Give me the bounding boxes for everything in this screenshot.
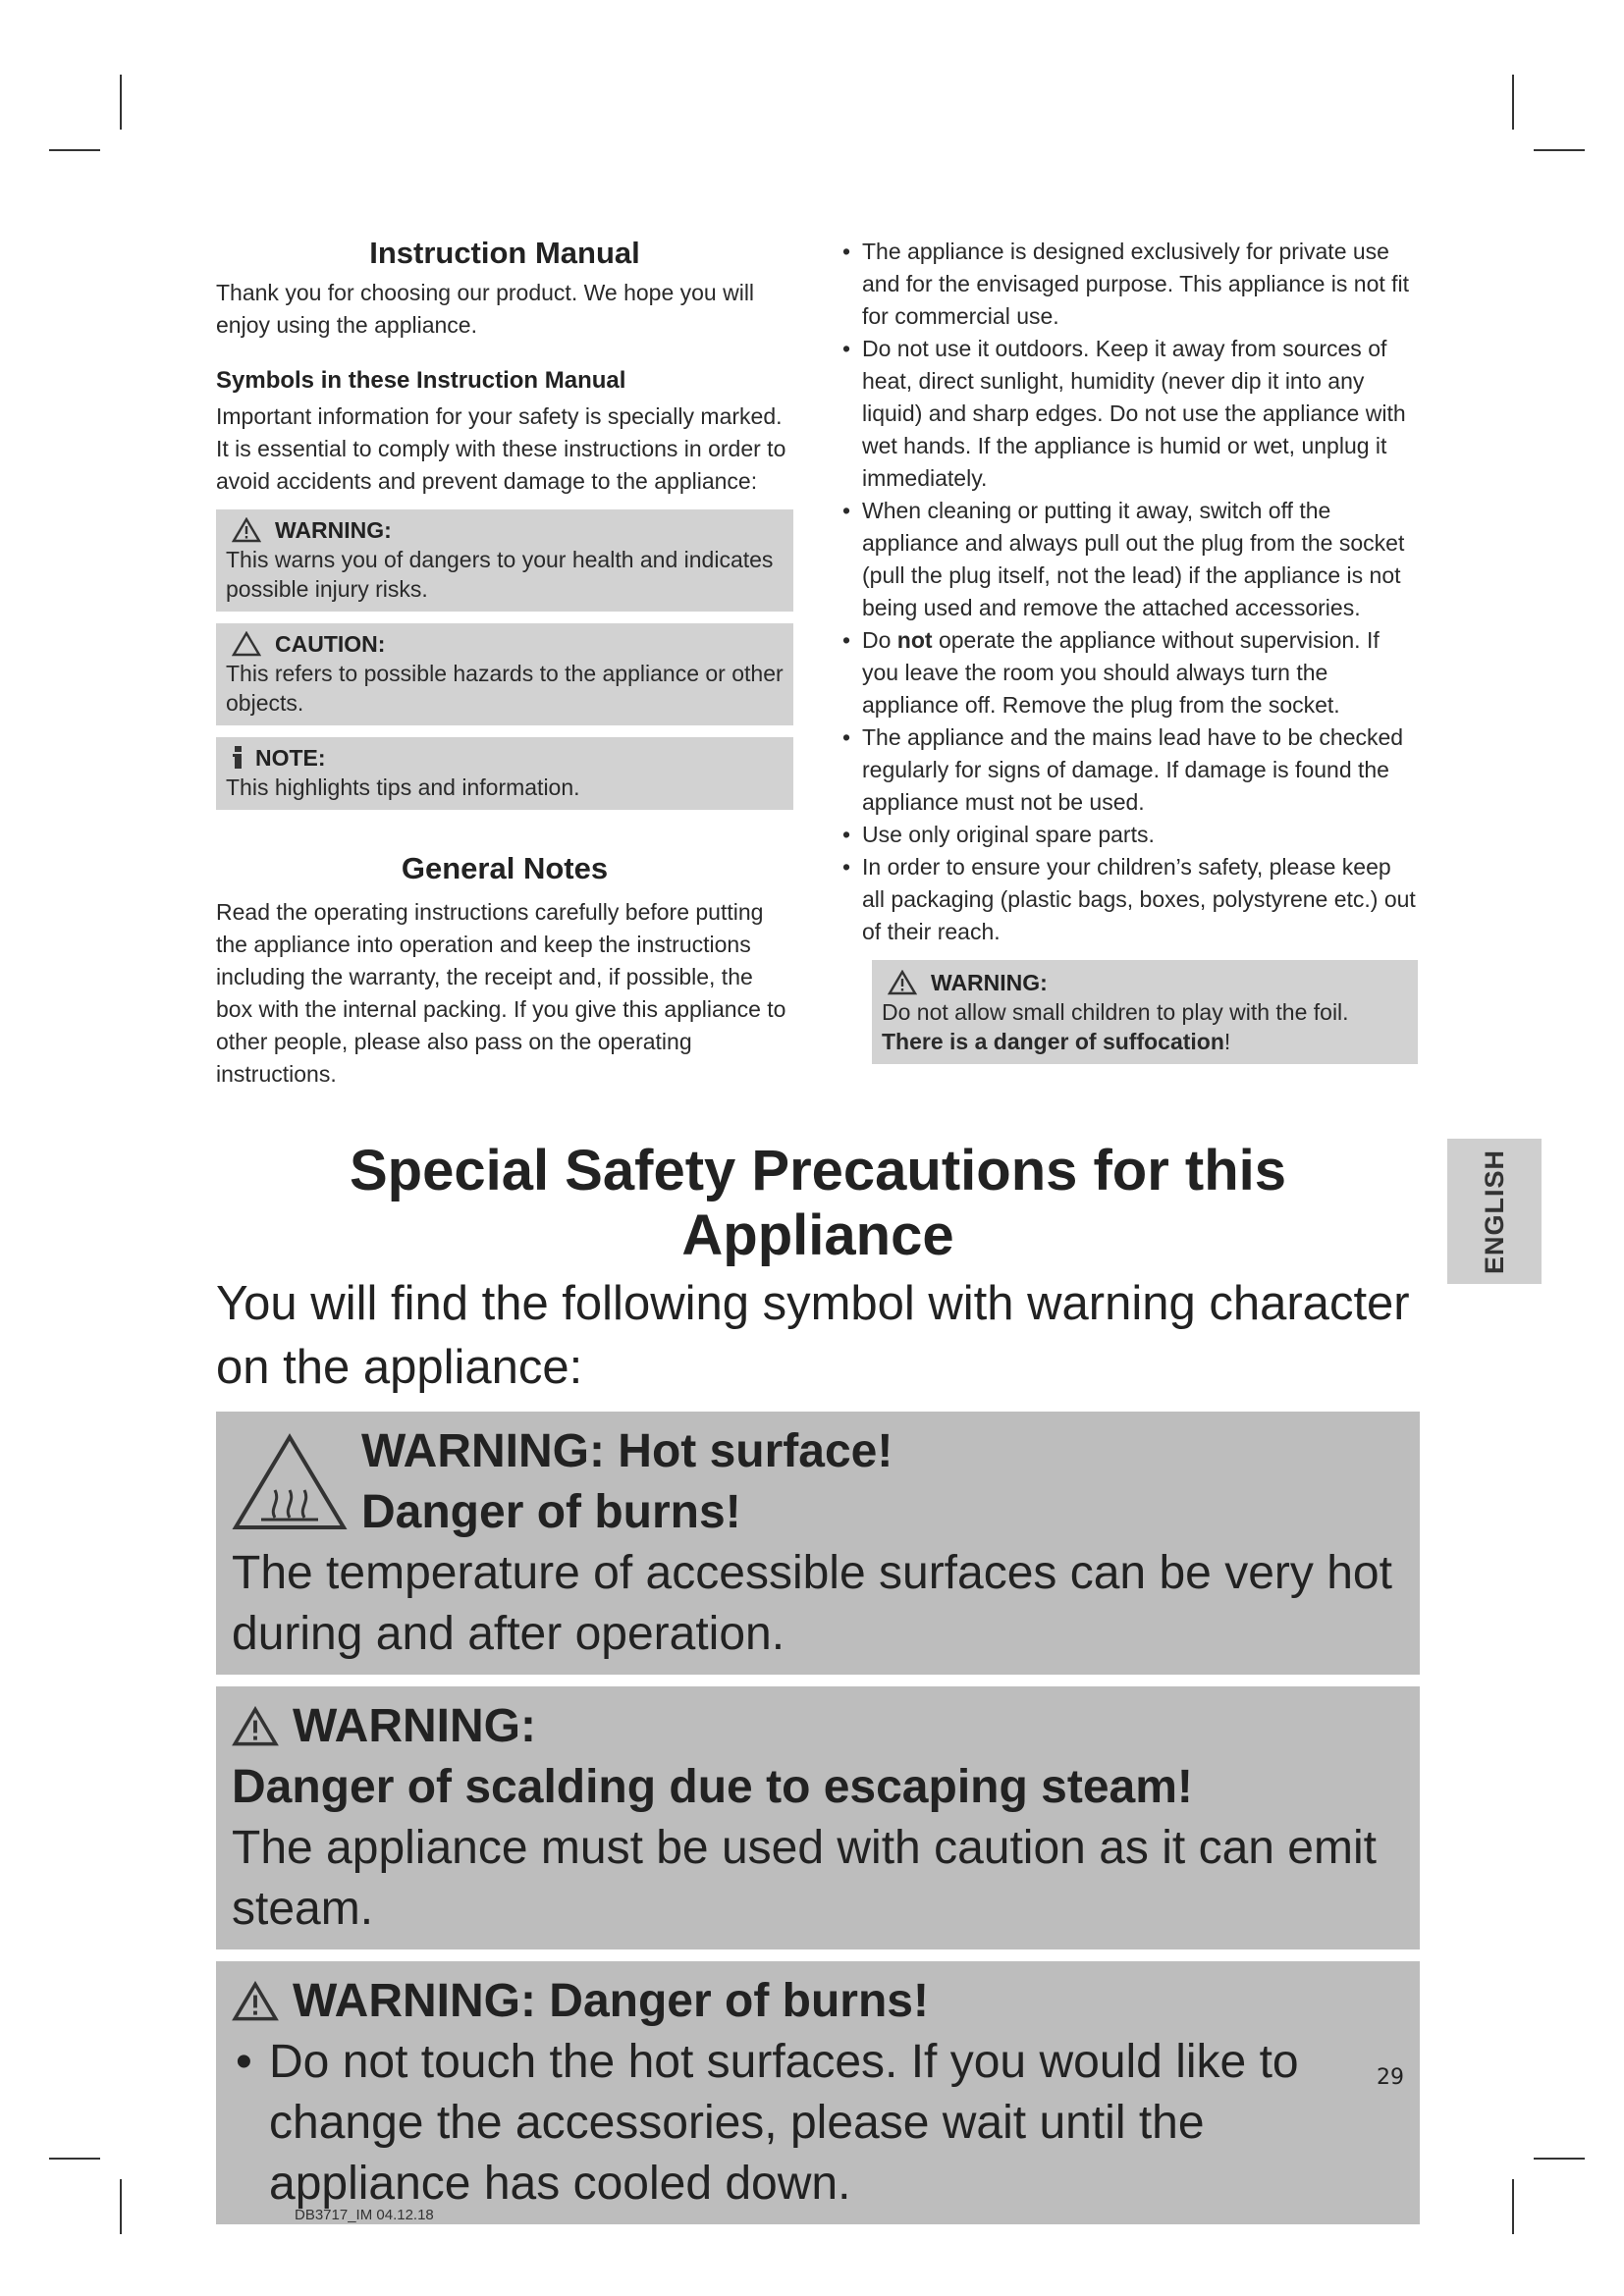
note-box xyxy=(216,737,793,810)
intro-text: Thank you for choosing our product. We hope you will enjoy using the appliance. xyxy=(216,280,755,338)
bullet4-bold: not xyxy=(896,627,933,653)
crop-mark xyxy=(1534,149,1585,151)
info-icon xyxy=(232,745,245,771)
list-item: • In order to ensure your children’s safety, please keep all packaging (plastic bags, boxes, polystyrene etc.) out of their reach. xyxy=(840,851,1420,948)
warning-triangle-icon xyxy=(232,1706,279,1747)
general-notes-title: General Notes xyxy=(401,851,609,885)
special-safety-section xyxy=(216,1139,1420,2224)
list-item: • When cleaning or putting it away, switch off the appliance and always pull out the plug from the socket (pull the plug itself, not the lead) if the appliance is not being used and remove the attached accessories. xyxy=(840,495,1420,624)
list-item: • Do not use it outdoors. Keep it away from sources of heat, direct sunlight, humidity (never dip it into any liquid) and sharp edges. Do not use the appliance with wet hands. If the appliance is humid or wet, unplug it immediately. xyxy=(840,333,1420,495)
list-item: • The appliance is designed exclusively for private use and for the envisaged purpose. This appliance is not fit for commercial use. xyxy=(840,236,1420,333)
crop-mark xyxy=(120,2179,122,2234)
special-safety-intro: You will find the following symbol with warning character on the appliance: xyxy=(216,1277,1410,1394)
symbols-text-2: It is essential to comply with these instructions in order to avoid accidents and prevent damage to the appliance: xyxy=(216,436,786,494)
special-safety-title: Special Safety Precautions for this Appliance xyxy=(349,1139,1287,1267)
left-column xyxy=(216,236,793,1091)
warning-title: WARNING: xyxy=(275,517,392,543)
right-column xyxy=(840,236,1420,1064)
burns-warning-title: WARNING: Danger of burns! xyxy=(293,1975,929,2027)
crop-mark xyxy=(49,2158,100,2160)
list-item: • Use only original spare parts. xyxy=(840,819,1420,851)
language-tab-label: ENGLISH xyxy=(1479,1148,1509,1274)
warning-triangle-icon xyxy=(232,517,261,543)
general-notes-text: Read the operating instructions carefully before putting the appliance into operation and keep the instructions including the warranty, the receipt and, if possible, the box with the internal packing. If you give this appliance to other people, please also pass on the operating instructions. xyxy=(216,899,786,1087)
burns-warning-box xyxy=(216,1961,1420,2224)
steam-warning-box xyxy=(216,1686,1420,1949)
hot-surface-text: The temperature of accessible surfaces can be very hot during and after operation. xyxy=(232,1547,1392,1660)
safety-bullet-list xyxy=(840,236,1420,948)
instruction-manual-title: Instruction Manual xyxy=(369,236,640,270)
caution-box xyxy=(216,623,793,725)
hot-surface-title: WARNING: Hot surface! xyxy=(361,1425,893,1477)
scalding-danger-title: Danger of scalding due to escaping steam! xyxy=(232,1761,1193,1813)
caution-text: This refers to possible hazards to the appliance or other objects. xyxy=(226,661,784,716)
steam-warning-title: WARNING: xyxy=(293,1700,536,1752)
crop-mark xyxy=(1512,2179,1514,2234)
suffocation-warning-text xyxy=(882,997,1408,1056)
footer-code: DB3717_IM 04.12.18 xyxy=(295,2207,434,2223)
warning-text: This warns you of dangers to your health and indicates possible injury risks. xyxy=(226,547,774,602)
symbols-text-1: Important information for your safety is specially marked. xyxy=(216,403,783,429)
hot-surface-icon xyxy=(232,1433,348,1531)
warn-text: Do not allow small children to play with the foil. xyxy=(882,999,1349,1025)
hot-surface-warning-box xyxy=(216,1412,1420,1675)
note-title: NOTE: xyxy=(255,745,326,771)
warning-triangle-icon xyxy=(888,970,917,995)
burns-danger-title: Danger of burns! xyxy=(361,1486,741,1538)
symbols-heading: Symbols in these Instruction Manual xyxy=(216,367,626,394)
steam-warning-text: The appliance must be used with caution as it can emit steam. xyxy=(232,1822,1377,1935)
suffocation-warning-box xyxy=(872,960,1418,1064)
warn-end: ! xyxy=(1223,1029,1231,1054)
page-number: 29 xyxy=(1377,2065,1404,2090)
warning-box xyxy=(216,509,793,612)
crop-mark xyxy=(1534,2158,1585,2160)
language-tab xyxy=(1447,1139,1542,1284)
warning-triangle-icon xyxy=(232,1981,279,2022)
list-item xyxy=(840,624,1420,721)
list-item: • The appliance and the mains lead have to be checked regularly for signs of damage. If damage is found the appliance must not be used. xyxy=(840,721,1420,819)
note-text: This highlights tips and information. xyxy=(226,774,580,800)
crop-mark xyxy=(1512,75,1514,130)
suffocation-warning-title: WARNING: xyxy=(931,970,1048,995)
crop-mark xyxy=(49,149,100,151)
bullet4-post: operate the appliance without supervision. If you leave the room you should always turn the appliance off. Remove the plug from the socket. xyxy=(862,627,1380,718)
caution-title: CAUTION: xyxy=(275,631,386,657)
crop-mark xyxy=(120,75,122,130)
caution-triangle-icon xyxy=(232,631,261,657)
bullet4-pre: Do xyxy=(862,627,897,653)
burns-warning-bullet: • Do not touch the hot surfaces. If you would like to change the accessories, please wait until the appliance has cooled down. xyxy=(232,2032,1404,2215)
warn-bold: There is a danger of suffocation xyxy=(882,1029,1224,1054)
